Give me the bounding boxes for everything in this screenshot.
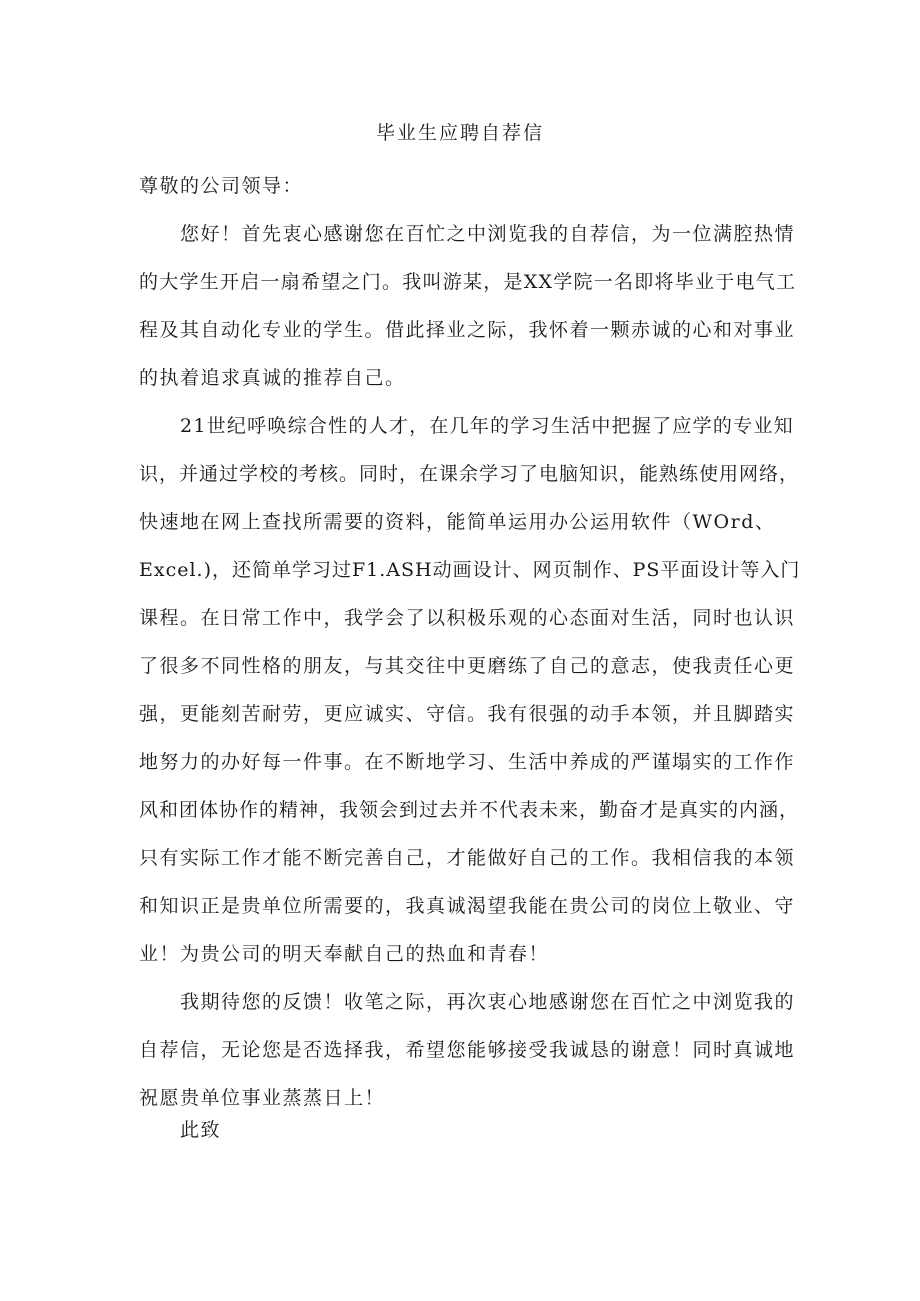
paragraph-1-line-2: 的大学生开启一扇希望之门。我叫游某，是XX学院一名即将毕业于电气工 — [139, 271, 797, 293]
paragraph-2-line-1: 21世纪呼唤综合性的人才，在几年的学习生活中把握了应学的专业知 — [180, 415, 794, 437]
paragraph-2-line-9: 风和团体协作的精神，我领会到过去并不代表未来，勤奋才是真实的内涵， — [139, 799, 800, 821]
paragraph-1-line-3: 程及其自动化专业的学生。借此择业之际，我怀着一颗赤诚的心和对事业 — [139, 319, 796, 341]
paragraph-2-line-4: Excel.)，还简单学习过F1.ASH动画设计、网页制作、PS平面设计等入门 — [139, 559, 801, 581]
paragraph-2-line-8: 地努力的办好每一件事。在不断地学习、生活中养成的严谨塌实的工作作 — [139, 751, 796, 773]
paragraph-2-line-12: 业！为贵公司的明天奉献自己的热血和青春！ — [139, 943, 550, 965]
paragraph-2-line-5: 课程。在日常工作中，我学会了以积极乐观的心态面对生活，同时也认识 — [139, 607, 796, 629]
paragraph-3-line-1: 我期待您的反馈！收笔之际，再次衷心地感谢您在百忙之中浏览我的 — [180, 991, 796, 1013]
paragraph-3-line-3: 祝愿贵单位事业蒸蒸日上！ — [139, 1087, 386, 1109]
paragraph-1-line-4: 的执着追求真诚的推荐自己。 — [139, 367, 406, 389]
paragraph-2-line-7: 强，更能刻苦耐劳，更应诚实、守信。我有很强的动手本领，并且脚踏实 — [139, 703, 796, 725]
page-title: 毕业生应聘自荐信 — [375, 122, 544, 144]
paragraph-2-line-10: 只有实际工作才能不断完善自己，才能做好自己的工作。我相信我的本领 — [139, 847, 796, 869]
closing: 此致 — [180, 1119, 222, 1141]
paragraph-3-line-2: 自荐信，无论您是否选择我，希望您能够接受我诚恳的谢意！同时真诚地 — [139, 1039, 796, 1061]
paragraph-2-line-3: 快速地在网上查找所需要的资料，能简单运用办公运用软件（WOrd、 — [139, 511, 776, 533]
paragraph-1-line-1: 您好！首先衷心感谢您在百忙之中浏览我的自荐信，为一位满腔热情 — [180, 223, 796, 245]
paragraph-2-line-6: 了很多不同性格的朋友，与其交往中更磨练了自己的意志，使我责任心更 — [139, 655, 796, 677]
salutation: 尊敬的公司领导： — [139, 175, 304, 197]
paragraph-2-line-11: 和知识正是贵单位所需要的，我真诚渴望我能在贵公司的岗位上敬业、守 — [139, 895, 796, 917]
paragraph-2-line-2: 识，并通过学校的考核。同时，在课余学习了电脑知识，能熟练使用网络， — [139, 463, 800, 485]
